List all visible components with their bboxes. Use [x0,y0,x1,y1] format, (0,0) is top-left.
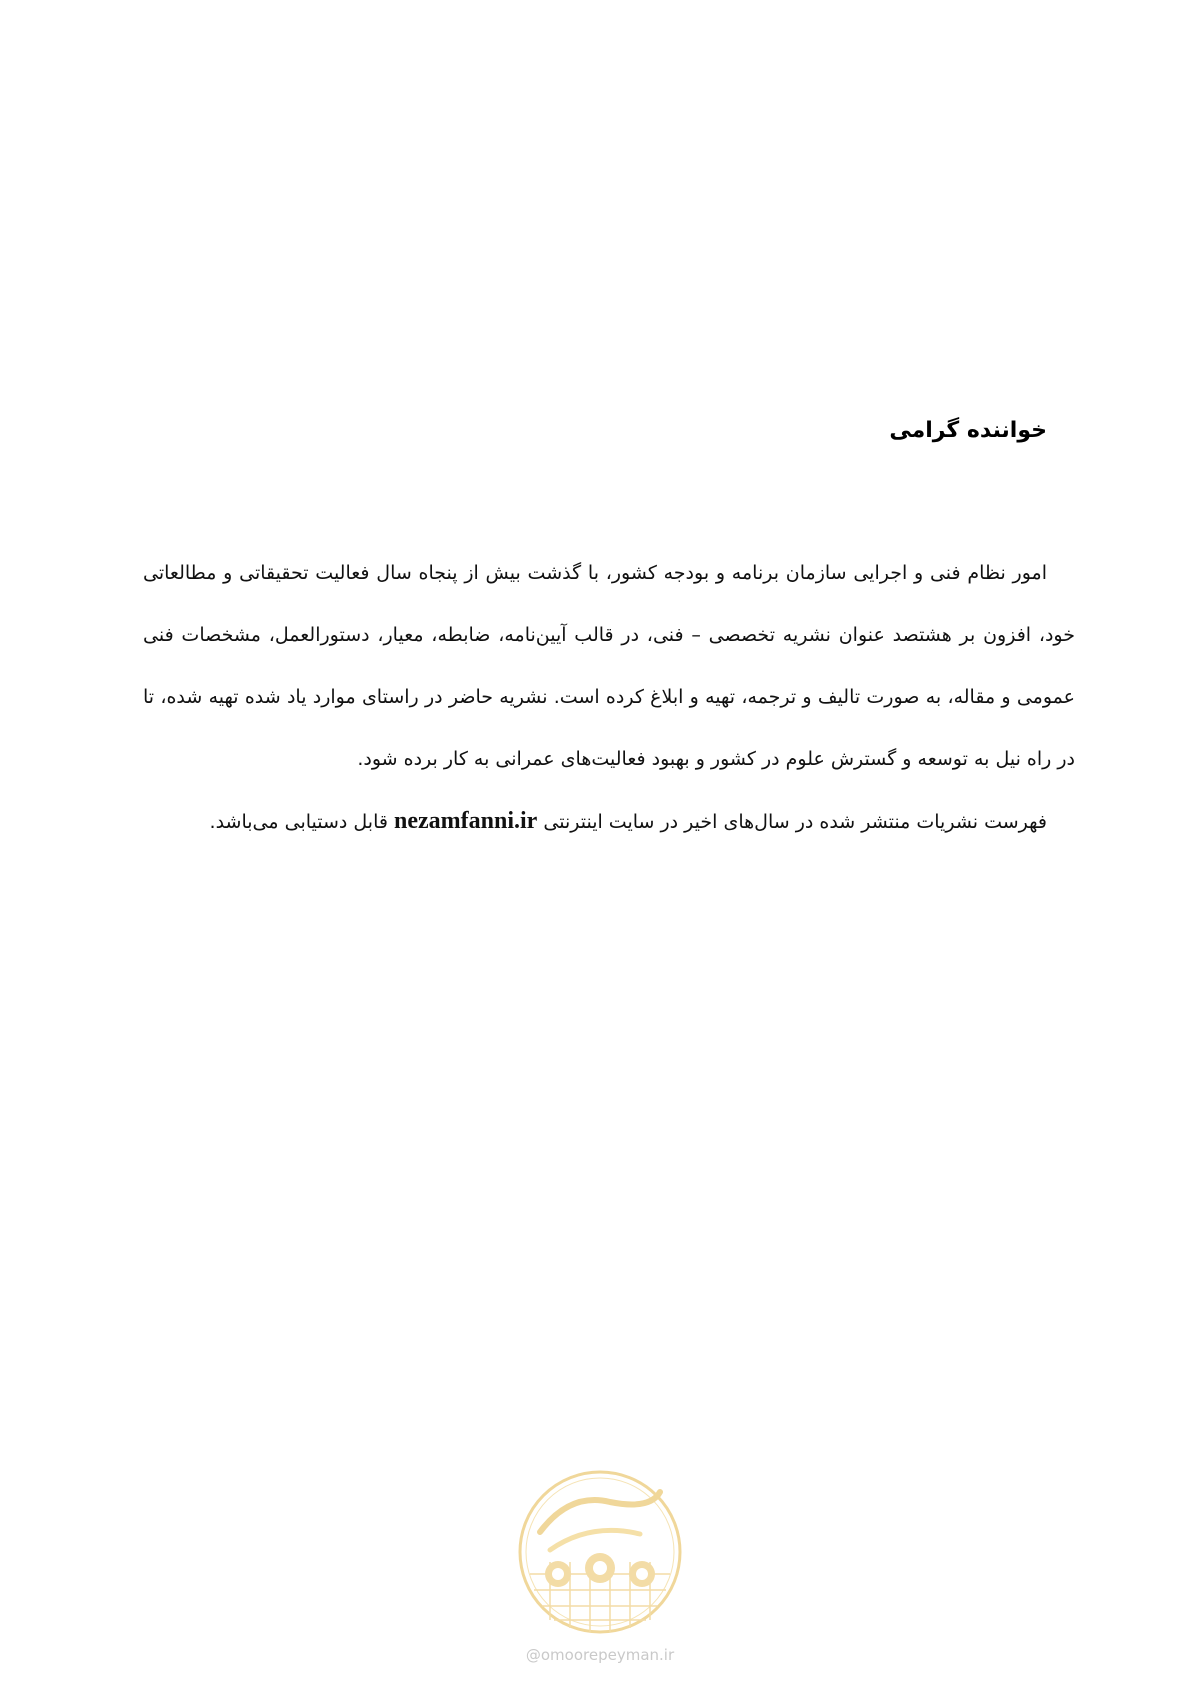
paragraph-1: امور نظام فنی و اجرایی سازمان برنامه و بودجه کشور، با گذشت بیش از پنجاه سال فعالیت تحقیقاتی و مطالعاتی خود، افزون بر هشتصد عنوان نشریه تخصصی – فنی، در قالب آیین‌نامه، ضابطه، معیار، دستورالعمل، مشخصات فنی عمومی و مقاله، به صورت تالیف و ترجمه، تهیه و ابلاغ کرده است. نشریه حاضر در راستای موارد یاد شده تهیه شده، تا در راه نیل به توسعه و گسترش علوم در کشور و بهبود فعالیت‌های عمرانی به کار برده شود. [143,562,1075,770]
paragraph-2-text: فهرست نشریات منتشر شده در سال‌های اخیر در سایت اینترنتی [543,811,1047,833]
page-heading: خواننده گرامی [889,418,1047,443]
watermark-emblem [510,1462,690,1642]
paragraph-2 [143,790,1075,853]
site-link[interactable]: nezamfanni.ir [394,808,538,834]
body-text [143,542,1075,853]
paragraph-2-end: قابل دستیابی می‌باشد. [209,811,388,833]
watermark-logo [510,1462,690,1682]
watermark-handle: @omoorepeyman.ir [525,1646,675,1664]
